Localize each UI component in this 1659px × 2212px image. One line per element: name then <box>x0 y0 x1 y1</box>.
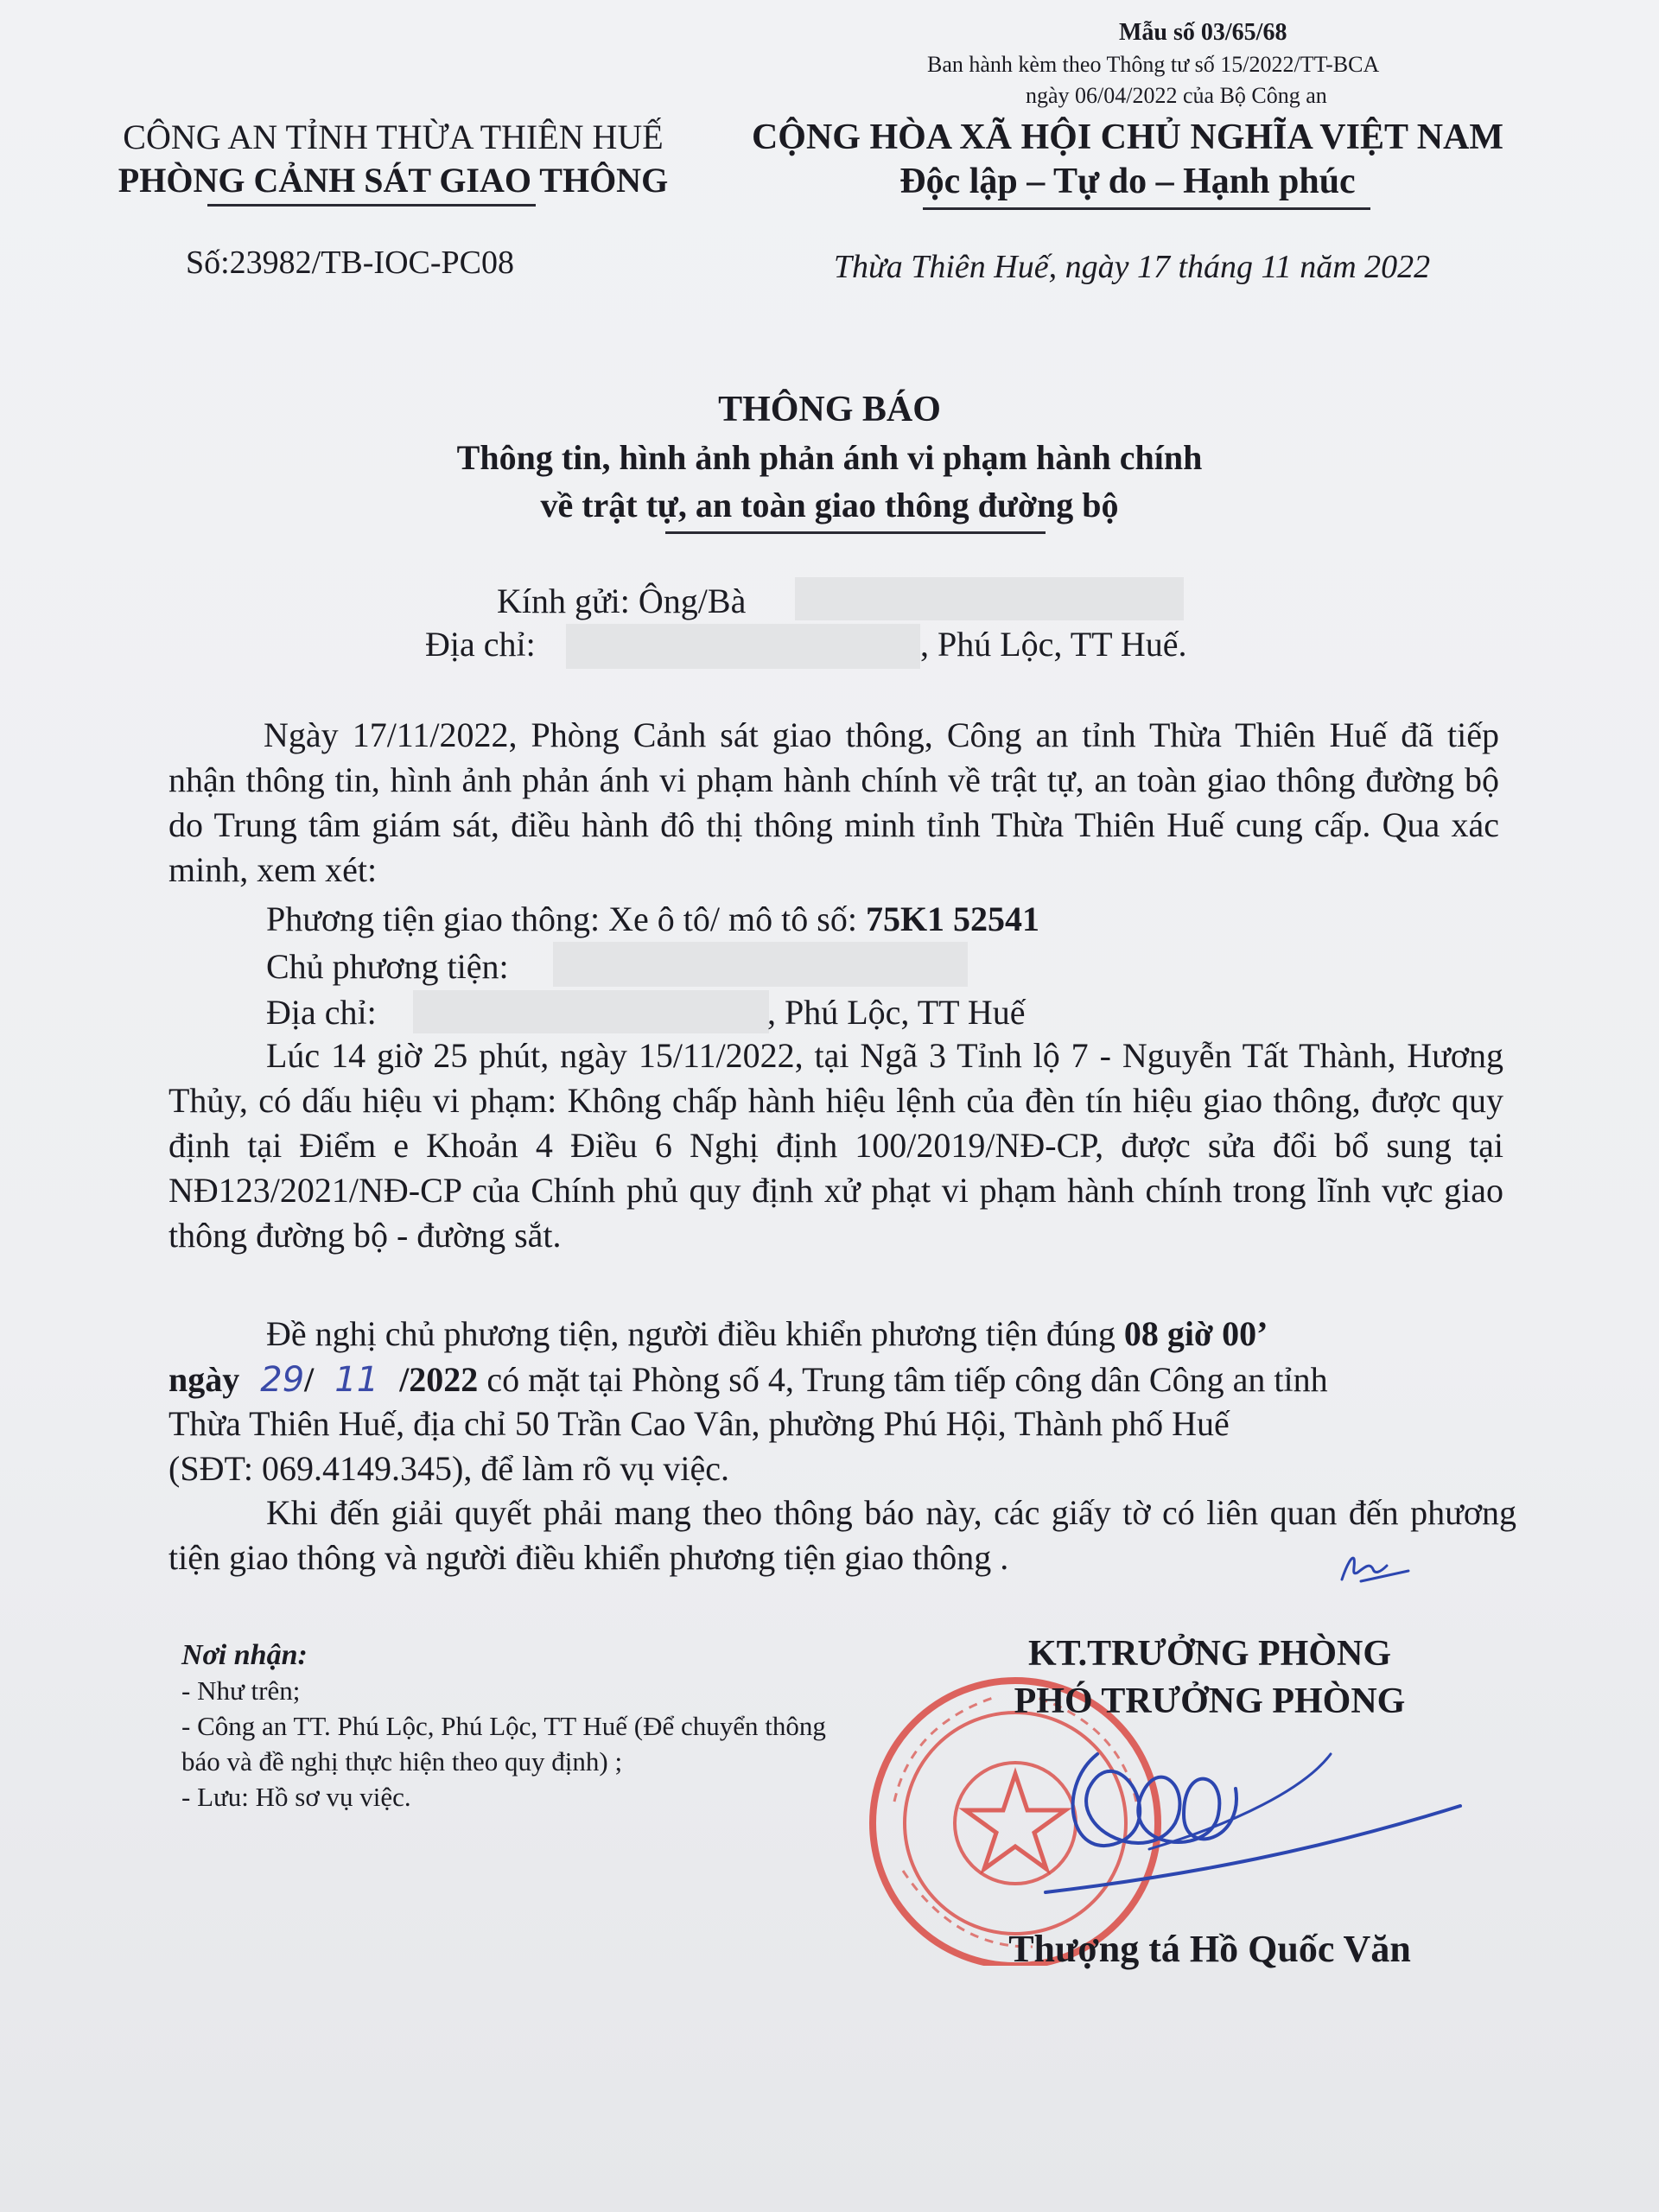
document-number: Số:23982/TB-IOC-PC08 <box>185 245 515 281</box>
paragraph-violation: Lúc 14 giờ 25 phút, ngày 15/11/2022, tại Ngã 3 Tỉnh lộ 7 - Nguyễn Tất Thành, Hương Thủy, có dấu hiệu vi phạm: Không chấp hành hiệu lệnh của đèn tín hiệu giao thông, được quy định tại Điểm e Khoản 4 Điều 6 Nghị định 100/2019/NĐ-CP, được sửa đổi bổ sung tại NĐ123/2021/NĐ-CP của Chính phủ quy định xử phạt vi phạm hành chính trong lĩnh vực giao thông đường bộ - đường sắt. <box>168 1036 1503 1255</box>
paragraph-requirements: Khi đến giải quyết phải mang theo thông báo này, các giấy tờ có liên quan đến phương tiện giao thông và người điều khiển phương tiện giao thông . <box>168 1493 1516 1577</box>
redacted-address <box>566 624 920 669</box>
recipients-block <box>181 1637 838 1815</box>
signer-name: Thượng tá Hồ Quốc Văn <box>1008 1928 1411 1970</box>
agency-name: CÔNG AN TỈNH THỪA THIÊN HUẾ <box>123 118 664 156</box>
summons-month: 11 <box>334 1360 379 1400</box>
document-subtitle-1: Thông tin, hình ảnh phản ánh vi phạm hành chính <box>456 438 1203 477</box>
salutation: Kính gửi: Ông/Bà <box>497 582 747 620</box>
recipient-item: - Như trên; <box>181 1675 301 1706</box>
motto-underline <box>923 207 1370 210</box>
paragraph-summons-line-2 <box>168 1359 1328 1400</box>
recipient-item: - Lưu: Hồ sơ vụ việc. <box>181 1782 411 1812</box>
owner-address-label: Địa chỉ: <box>266 993 377 1032</box>
summons-address: Thừa Thiên Huế, địa chỉ 50 Trần Cao Vân, phường Phú Hội, Thành phố Huế <box>168 1404 1230 1443</box>
vehicle-line <box>266 899 1039 939</box>
paragraph-intro: Ngày 17/11/2022, Phòng Cảnh sát giao thông, Công an tỉnh Thừa Thiên Huế đã tiếp nhận thông tin, hình ảnh phản ánh vi phạm hành chính về trật tự, an toàn giao thông đường bộ do Trung tâm giám sát, điều hành đô thị thông minh tỉnh Thừa Thiên Huế cung cấp. Qua xác minh, xem xét: <box>168 715 1499 889</box>
vehicle-label: Phương tiện giao thông: Xe ô tô/ mô tô số: <box>266 899 857 938</box>
address-label: Địa chỉ: <box>425 625 536 664</box>
place-date: Thừa Thiên Huế, ngày 17 tháng 11 năm 2022 <box>833 249 1431 285</box>
summons-day: 29 <box>260 1360 305 1400</box>
title-underline <box>665 531 1046 534</box>
redacted-name <box>795 577 1184 620</box>
handwritten-signature-icon <box>1020 1719 1469 1910</box>
owner-label: Chủ phương tiện: <box>266 947 509 986</box>
summons-start: Đề nghị chủ phương tiện, người điều khiển phương tiện đúng <box>266 1314 1116 1353</box>
summons-phone: (SĐT: 069.4149.345), để làm rõ vụ việc. <box>168 1449 730 1488</box>
national-motto: Độc lập – Tự do – Hạnh phúc <box>899 162 1356 201</box>
recipients-heading: Nơi nhận: <box>181 1639 308 1671</box>
document-title: THÔNG BÁO <box>718 390 941 429</box>
summons-time: 08 giờ 00’ <box>1123 1314 1268 1353</box>
summons-day-label: ngày <box>168 1360 240 1399</box>
department-name: PHÒNG CẢNH SÁT GIAO THÔNG <box>118 161 669 200</box>
document-subtitle-2: về trật tự, an toàn giao thông đường bộ <box>540 486 1119 524</box>
paragraph-summons-line-1 <box>266 1313 1268 1354</box>
vehicle-plate: 75K1 52541 <box>865 899 1040 938</box>
form-number: Mẫu số 03/65/68 <box>1119 19 1287 46</box>
form-issued-line-2: ngày 06/04/2022 của Bộ Công an <box>1026 83 1327 108</box>
redacted-owner <box>553 942 968 987</box>
summons-sep: / <box>304 1360 315 1399</box>
form-issued-line-1: Ban hành kèm theo Thông tư số 15/2022/TT-BCA <box>927 52 1380 77</box>
signature-title-2: PHÓ TRƯỞNG PHÒNG <box>1014 1681 1406 1721</box>
address-suffix: , Phú Lộc, TT Huế. <box>920 625 1187 664</box>
redacted-owner-address <box>413 990 769 1033</box>
handwritten-initial-icon <box>1335 1547 1413 1590</box>
republic-name: CỘNG HÒA XÃ HỘI CHỦ NGHĨA VIỆT NAM <box>751 118 1504 157</box>
signature-title-1: KT.TRƯỞNG PHÒNG <box>1028 1634 1391 1674</box>
summons-year: /2022 <box>399 1360 479 1399</box>
owner-address-suffix: , Phú Lộc, TT Huế <box>767 993 1026 1032</box>
department-underline <box>207 204 536 207</box>
recipient-item: - Công an TT. Phú Lộc, Phú Lộc, TT Huế (Để chuyển thông báo và đề nghị thực hiện theo quy định) ; <box>181 1711 826 1777</box>
summons-location: có mặt tại Phòng số 4, Trung tâm tiếp công dân Công an tỉnh <box>478 1360 1328 1399</box>
